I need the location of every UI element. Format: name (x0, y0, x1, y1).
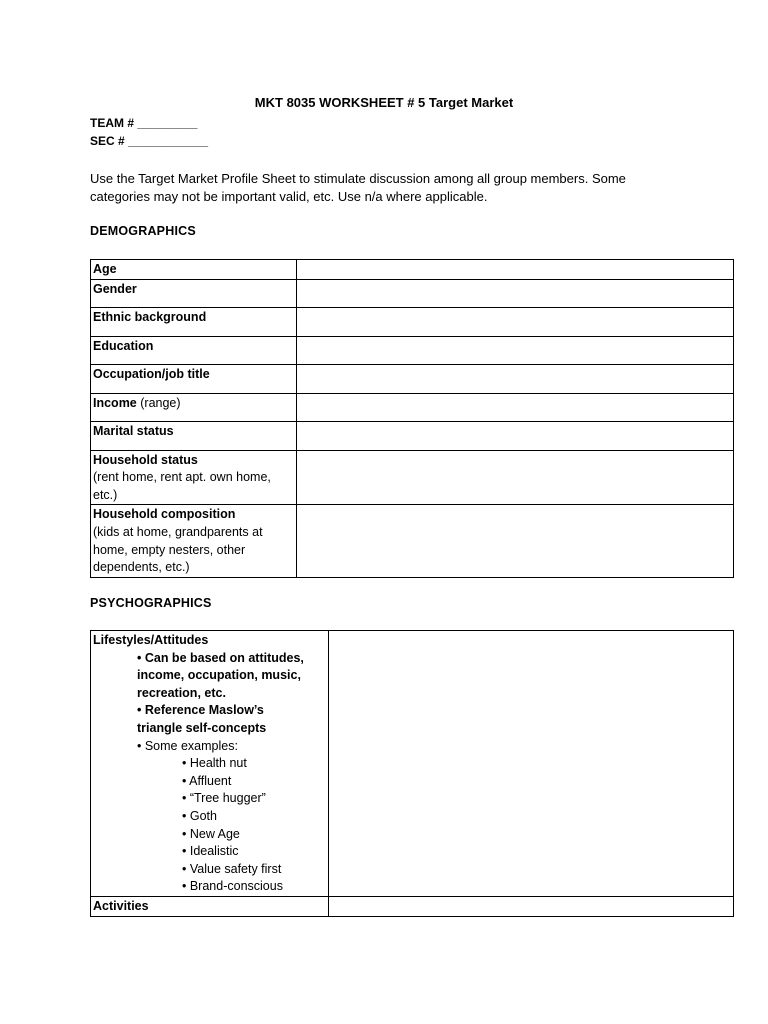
list-item: • Brand-conscious (182, 879, 283, 894)
activities-answer-cell[interactable] (329, 897, 734, 917)
table-row (91, 450, 734, 505)
instructions-line-1: Use the Target Market Profile Sheet to stimulate discussion among all group members. Some (90, 171, 626, 186)
household-composition-answer-cell[interactable] (297, 505, 734, 577)
table-row (91, 393, 734, 421)
table-row (91, 631, 734, 897)
row-label-education: Education (91, 336, 297, 364)
list-item: • Goth (182, 808, 217, 823)
table-row (91, 421, 734, 450)
ethnic-background-answer-cell[interactable] (297, 307, 734, 336)
table-row (91, 260, 734, 280)
demographics-heading: DEMOGRAPHICS (90, 224, 196, 238)
instructions-paragraph (90, 170, 680, 206)
row-label-marital-status: Marital status (91, 421, 297, 450)
list-item: • New Age (182, 826, 240, 841)
list-item: • Health nut (182, 756, 247, 771)
list-item: • Reference Maslow’s triangle self-concepts (137, 703, 267, 735)
psychographics-heading: PSYCHOGRAPHICS (90, 596, 212, 610)
list-item: • Can be based on attitudes, income, occupation, music, recreation, etc. (137, 650, 304, 700)
worksheet-title: MKT 8035 WORKSHEET # 5 Target Market (254, 95, 514, 110)
list-item: • Idealistic (182, 844, 239, 859)
instructions-line-2: categories may not be important valid, etc. Use n/a where applicable. (90, 189, 488, 204)
row-label-lifestyles-attitudes: Lifestyles/Attitudes • Can be based on attitudes, income, occupation, music, recreation, etc. • Reference Maslow’s triangle self-concepts • Some examples: • Health nut • Affluent • “Tree hugger” • Goth • New Age • Idealistic • Value safety first • Brand-conscious (91, 631, 329, 897)
gender-answer-cell[interactable] (297, 279, 734, 307)
table-row (91, 307, 734, 336)
row-label-age: Age (91, 260, 297, 280)
table-row (91, 364, 734, 393)
row-label-household-status: Household status (rent home, rent apt. own home, etc.) (91, 450, 297, 505)
list-item: • Affluent (182, 773, 232, 788)
table-row (91, 897, 734, 917)
row-label-income: Income (range) (91, 393, 297, 421)
income-answer-cell[interactable] (297, 393, 734, 421)
education-answer-cell[interactable] (297, 336, 734, 364)
row-label-ethnic-background: Ethnic background (91, 307, 297, 336)
age-answer-cell[interactable] (297, 260, 734, 280)
list-item: • Value safety first (182, 861, 282, 876)
list-item: • “Tree hugger” (182, 791, 266, 806)
table-row (91, 279, 734, 307)
table-row (91, 336, 734, 364)
marital-status-answer-cell[interactable] (297, 421, 734, 450)
row-label-household-composition: Household composition (kids at home, grandparents at home, empty nesters, other dependents, etc.) (91, 505, 297, 577)
psychographics-table (90, 630, 734, 917)
row-label-gender: Gender (91, 279, 297, 307)
table-row (91, 505, 734, 577)
team-number-field[interactable]: TEAM # _________ (90, 116, 198, 130)
occupation-answer-cell[interactable] (297, 364, 734, 393)
section-number-field[interactable]: SEC # ____________ (90, 134, 209, 148)
lifestyles-answer-cell[interactable] (329, 631, 734, 897)
row-label-occupation: Occupation/job title (91, 364, 297, 393)
row-label-activities: Activities (91, 897, 329, 917)
list-item: • Some examples: (137, 738, 238, 753)
household-status-answer-cell[interactable] (297, 450, 734, 505)
demographics-table (90, 259, 734, 578)
